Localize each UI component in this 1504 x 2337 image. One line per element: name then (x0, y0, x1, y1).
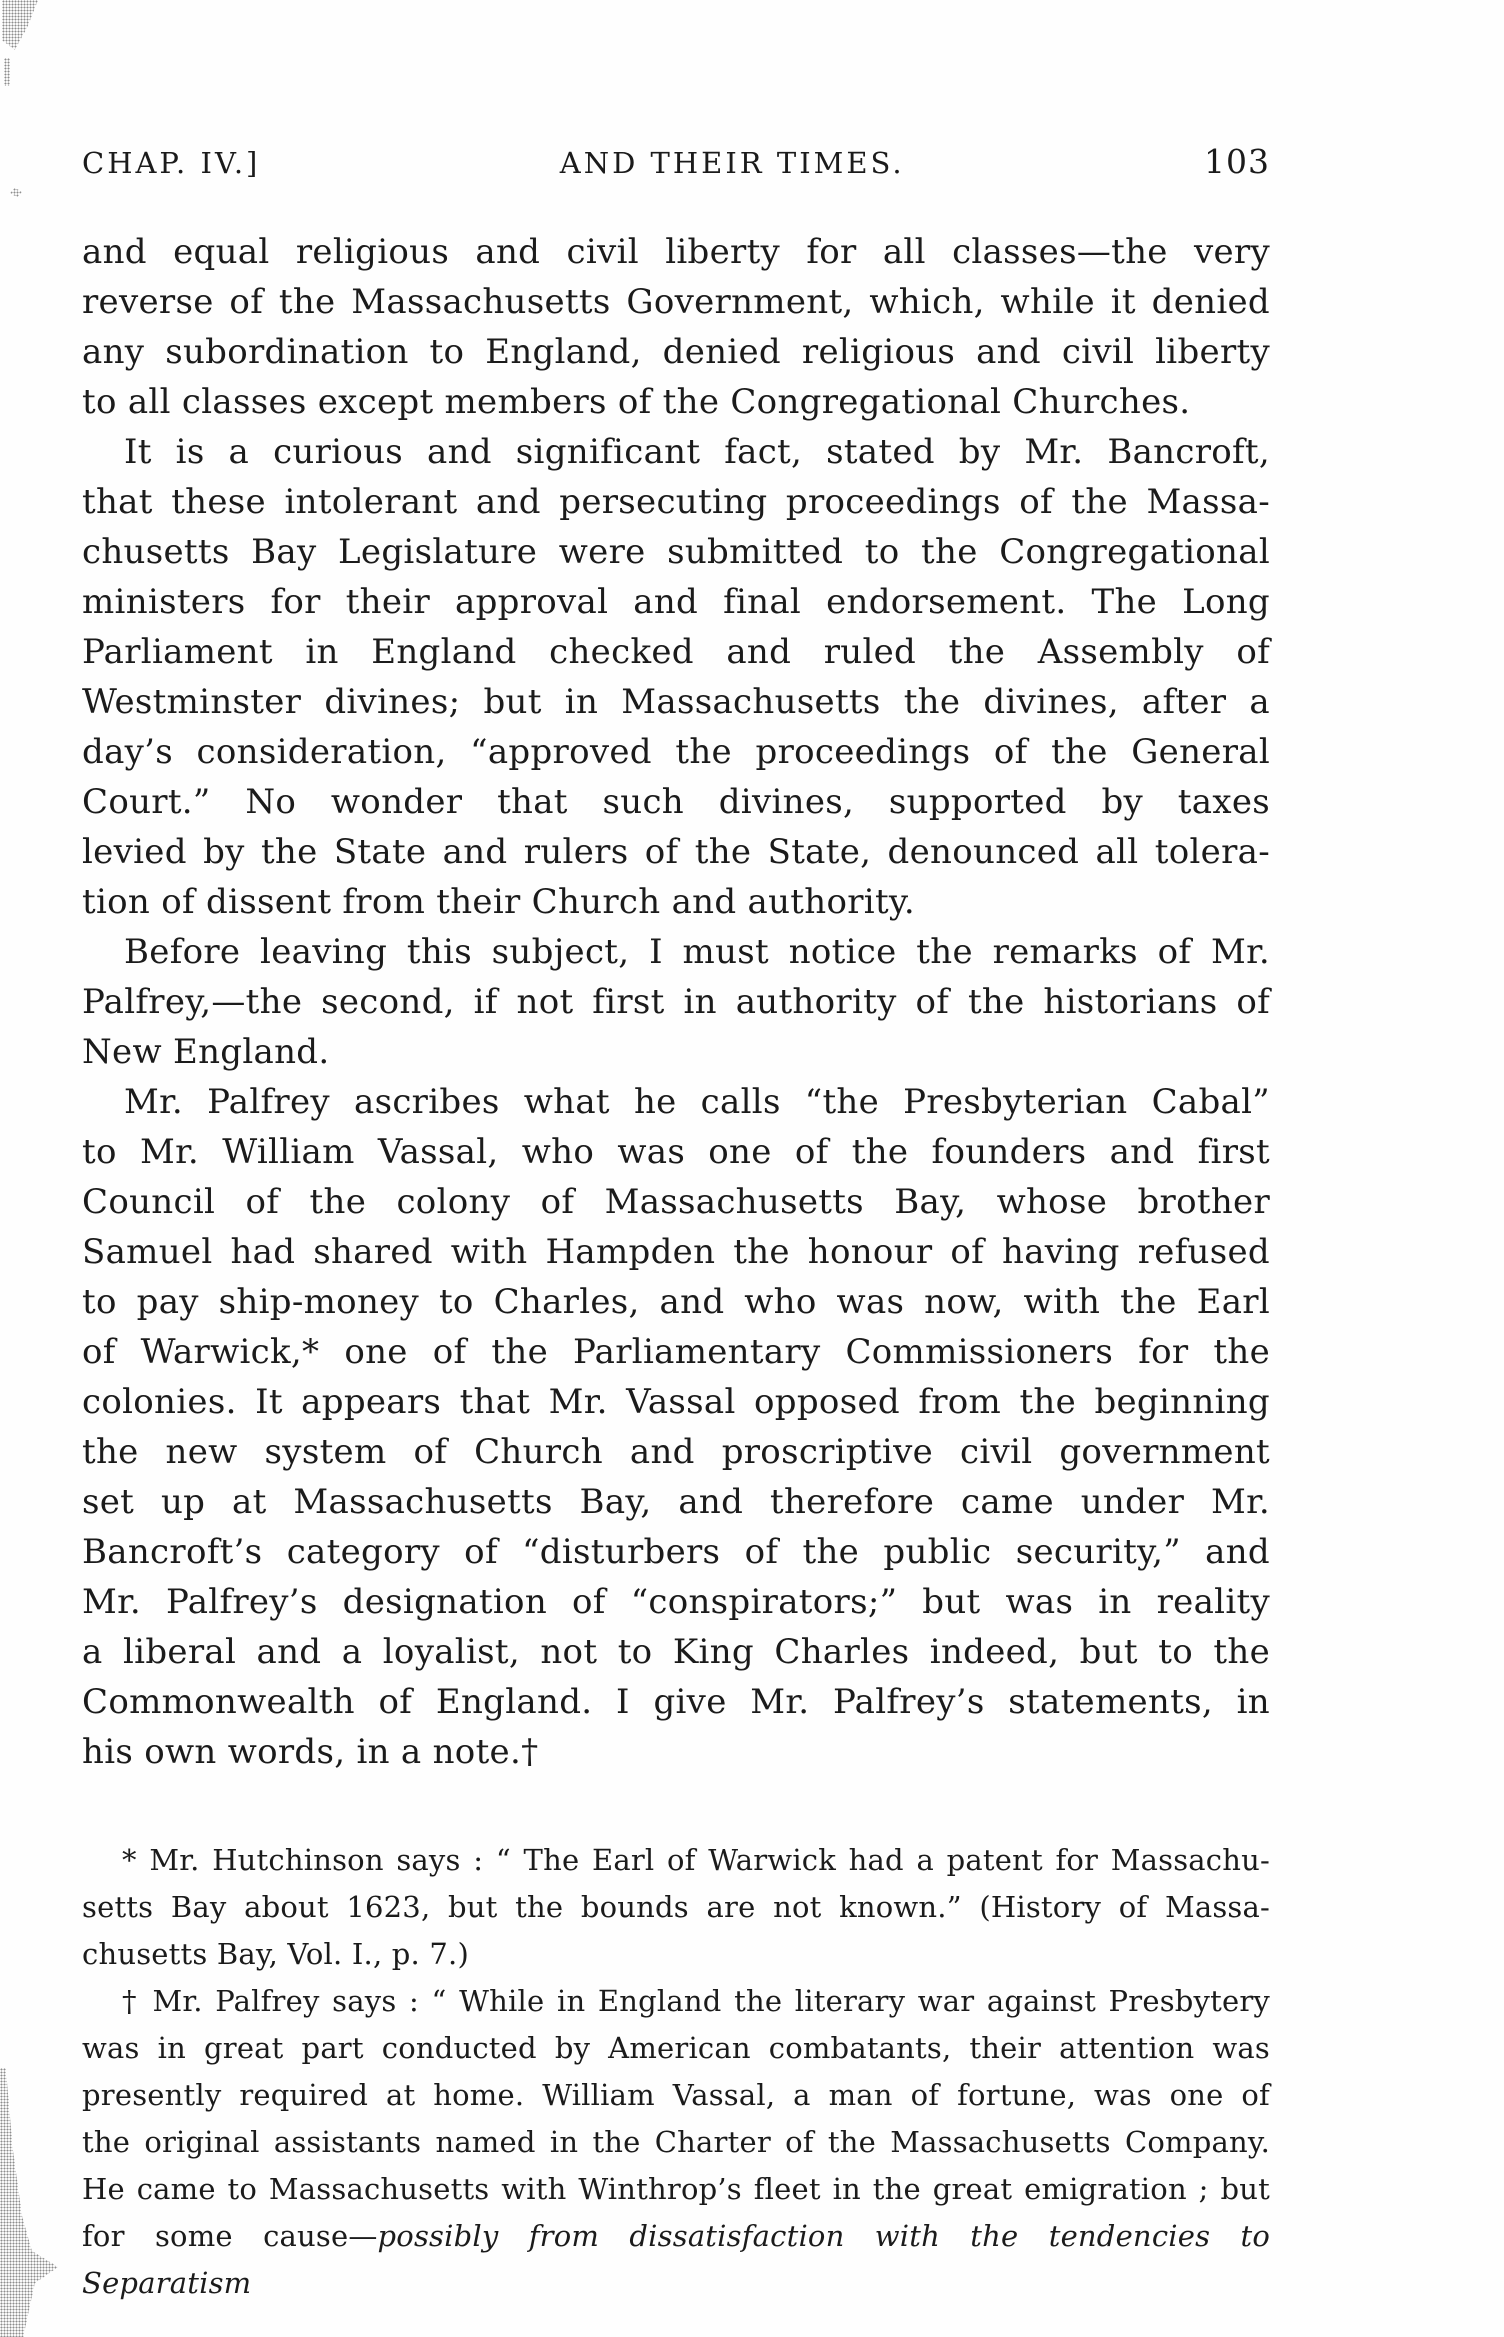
text-line (82, 1931, 1270, 1978)
text-run: tion of dissent from their Church and authority. (82, 882, 916, 922)
text-line (82, 2166, 1270, 2213)
page-number: 103 (1203, 142, 1270, 181)
text-run: Parliament in England checked and ruled the Assembly of (82, 632, 1270, 672)
text-line (82, 777, 1270, 827)
text-line (82, 627, 1270, 677)
text-line (82, 1627, 1270, 1677)
running-title: AND THEIR TIMES. (559, 146, 905, 180)
text-line (82, 1327, 1270, 1377)
text-run: Palfrey,—the second, if not first in authority of the historians of (82, 982, 1270, 1022)
text-line (82, 227, 1270, 277)
text-run: for some cause— (82, 2219, 378, 2253)
text-line (82, 1077, 1270, 1127)
text-line (82, 2025, 1270, 2072)
text-run: He came to Massachusetts with Winthrop’s fleet in the great emigration ; but (82, 2172, 1270, 2206)
text-line (82, 1477, 1270, 1527)
text-run: New England. (82, 1032, 330, 1072)
text-run: a liberal and a loyalist, not to King Charles indeed, but to the (82, 1632, 1270, 1672)
text-run: levied by the State and rulers of the State, denounced all tolera- (82, 832, 1270, 872)
text-run: Court.” No wonder that such divines, supported by taxes (82, 782, 1270, 822)
scan-smudge-top-left-icon (2, 0, 38, 50)
text-line (82, 1027, 1270, 1077)
text-line (82, 2119, 1270, 2166)
text-line (82, 1427, 1270, 1477)
text-run: Commonwealth of England. I give Mr. Palfrey’s statements, in (82, 1682, 1270, 1722)
text-run: chusetts Bay Legislature were submitted to the Congregational (82, 532, 1270, 572)
text-run: presently required at home. William Vassal, a man of fortune, was one of (82, 2078, 1270, 2112)
text-line (82, 1127, 1270, 1177)
text-run: * Mr. Hutchinson says : “ The Earl of Warwick had a patent for Massachu- (122, 1843, 1270, 1877)
text-line (82, 427, 1270, 477)
text-run: colonies. It appears that Mr. Vassal opposed from the beginning (82, 1382, 1270, 1422)
scan-smudge-left-dash-icon (4, 58, 10, 86)
text-line (82, 377, 1270, 427)
text-run: set up at Massachusetts Bay, and therefore came under Mr. (82, 1482, 1270, 1522)
text-run: was in great part conducted by American combatants, their attention was (82, 2031, 1270, 2065)
text-run: that these intolerant and persecuting proceedings of the Massa- (82, 482, 1270, 522)
text-run-italic: possibly from dissatisfaction with the tendencies to Separatism (82, 2219, 1271, 2300)
text-line (82, 1837, 1270, 1884)
body-text (82, 227, 1270, 1777)
running-header (82, 142, 1270, 181)
text-run: chusetts Bay, Vol. I., p. 7.) (82, 1937, 469, 1971)
page-content (82, 142, 1270, 2307)
text-line (82, 1277, 1270, 1327)
scan-speck-left-icon (10, 188, 22, 197)
text-run: reverse of the Massachusetts Government, which, while it denied (82, 282, 1270, 322)
text-run: to all classes except members of the Congregational Churches. (82, 382, 1191, 422)
text-run: any subordination to England, denied religious and civil liberty (82, 332, 1270, 372)
chapter-label: CHAP. IV.] (82, 146, 261, 180)
text-line (82, 2072, 1270, 2119)
text-run: the new system of Church and proscriptive civil government (82, 1432, 1270, 1472)
text-line (82, 1177, 1270, 1227)
text-line (82, 1884, 1270, 1931)
text-line (82, 327, 1270, 377)
text-run: Samuel had shared with Hampden the honour of having refused (82, 1232, 1270, 1272)
text-line (82, 877, 1270, 927)
text-run: It is a curious and significant fact, stated by Mr. Bancroft, (124, 432, 1270, 472)
text-run: day’s consideration, “approved the proceedings of the General (82, 732, 1270, 772)
text-line (82, 677, 1270, 727)
text-line (82, 477, 1270, 527)
text-line (82, 1227, 1270, 1277)
text-line (82, 1577, 1270, 1627)
text-run: Mr. Palfrey ascribes what he calls “the Presbyterian Cabal” (124, 1082, 1270, 1122)
text-line (82, 727, 1270, 777)
text-line (82, 827, 1270, 877)
text-line (82, 527, 1270, 577)
text-run: ministers for their approval and final endorsement. The Long (82, 582, 1270, 622)
footnotes (82, 1837, 1270, 2307)
text-run: † Mr. Palfrey says : “ While in England the literary war against Presbytery (122, 1984, 1270, 2018)
text-line (82, 277, 1270, 327)
text-run: and equal religious and civil liberty for all classes—the very (82, 232, 1270, 272)
text-line (82, 977, 1270, 1027)
text-line (82, 1727, 1270, 1777)
text-line (82, 1377, 1270, 1427)
text-run: Westminster divines; but in Massachusetts the divines, after a (82, 682, 1270, 722)
scan-smudge-bottom-left-icon (0, 2068, 58, 2337)
text-line (82, 1527, 1270, 1577)
text-run: Before leaving this subject, I must notice the remarks of Mr. (124, 932, 1270, 972)
text-line (82, 927, 1270, 977)
text-line (82, 1978, 1270, 2025)
text-run: Council of the colony of Massachusetts Bay, whose brother (82, 1182, 1270, 1222)
text-run: Mr. Palfrey’s designation of “conspirators;” but was in reality (82, 1582, 1270, 1622)
text-run: to pay ship-money to Charles, and who was now, with the Earl (82, 1282, 1270, 1322)
text-run: of Warwick,* one of the Parliamentary Commissioners for the (82, 1332, 1270, 1372)
text-run: Bancroft’s category of “disturbers of the public security,” and (82, 1532, 1270, 1572)
text-run: the original assistants named in the Charter of the Massachusetts Company. (82, 2125, 1270, 2159)
text-line (82, 577, 1270, 627)
text-run: setts Bay about 1623, but the bounds are not known.” (History of Massa- (82, 1890, 1270, 1924)
text-run: to Mr. William Vassal, who was one of the founders and first (82, 1132, 1270, 1172)
text-run: his own words, in a note.† (82, 1732, 539, 1772)
text-line (82, 1677, 1270, 1727)
text-line (82, 2213, 1270, 2307)
